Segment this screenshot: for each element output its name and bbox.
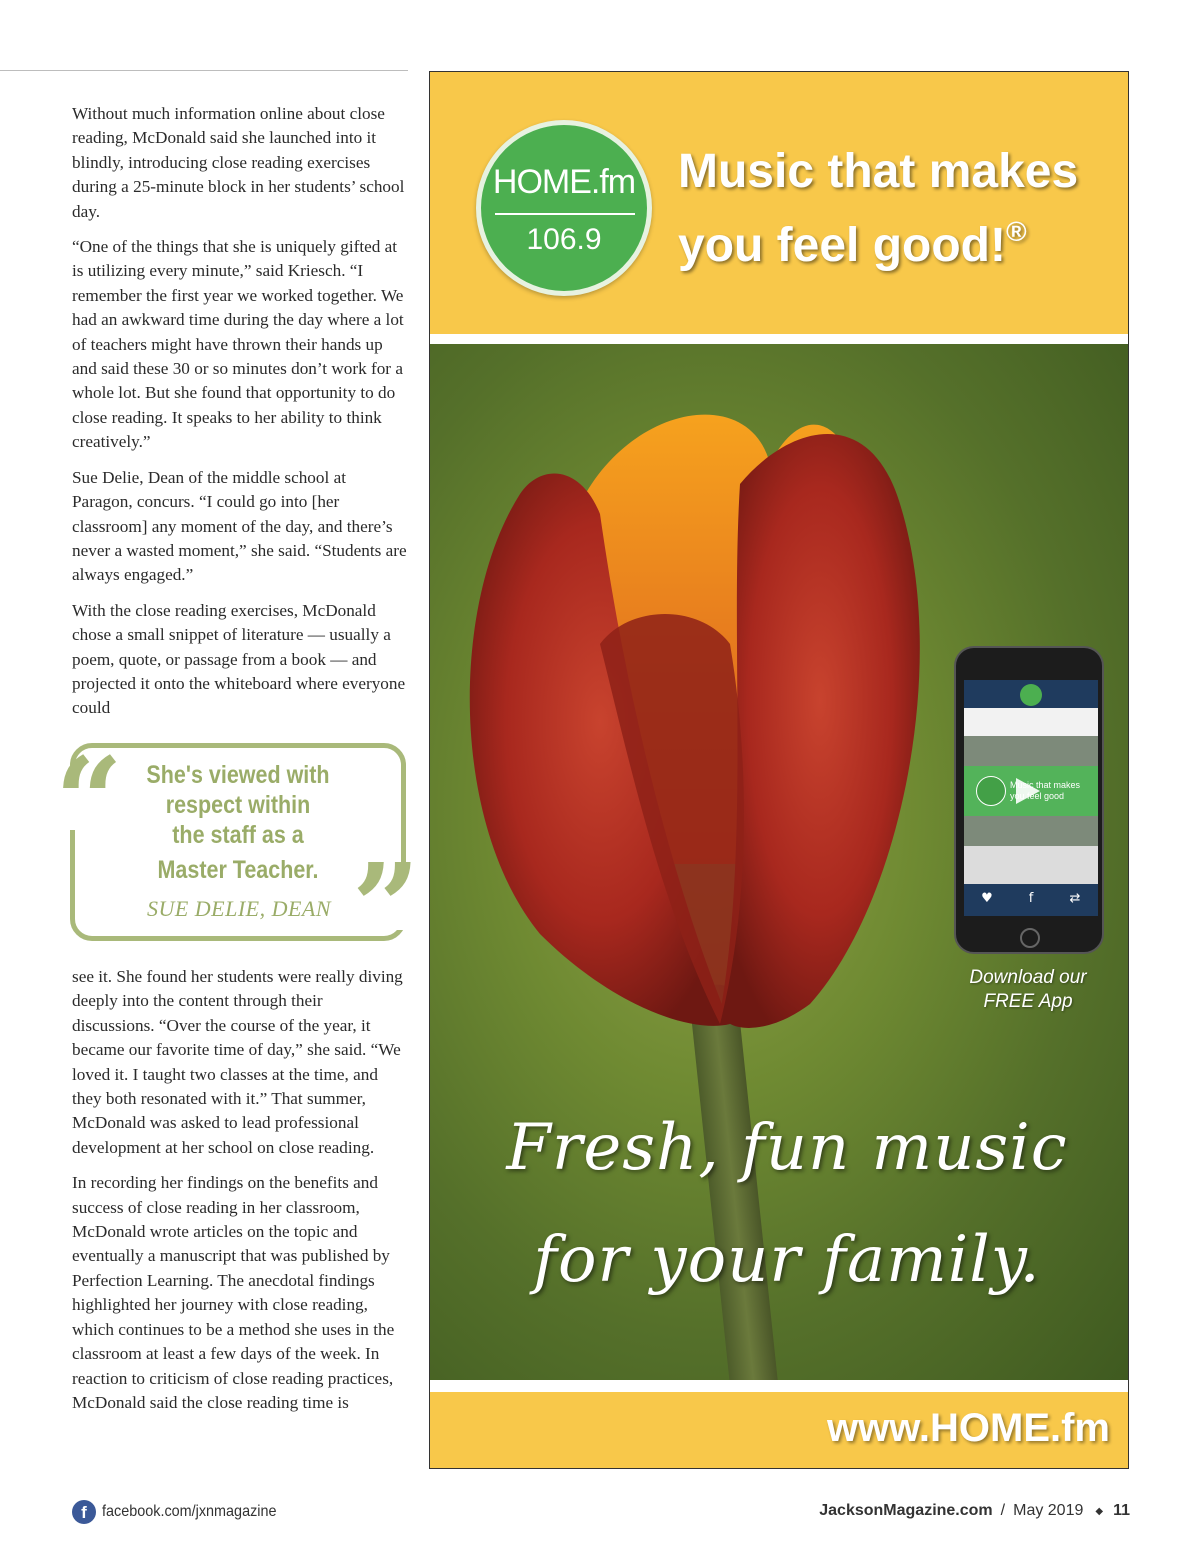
ad-script-line: Fresh, fun music xyxy=(506,1111,1068,1185)
close-quote-mark: ” xyxy=(352,837,420,976)
app-tagline: Music that makes you feel good xyxy=(1010,780,1081,801)
play-icon xyxy=(1016,778,1040,804)
app-download-caption xyxy=(948,966,1108,1014)
footer-separator: / xyxy=(1000,1502,1006,1519)
page-number: 11 xyxy=(1113,1502,1130,1519)
phone-mockup xyxy=(954,646,1104,954)
app-header xyxy=(964,680,1098,708)
footer-folio xyxy=(819,1502,1130,1520)
open-quote-mark: “ xyxy=(55,731,123,870)
ad-headline-line-2 xyxy=(678,202,1118,276)
app-caption-line: FREE App xyxy=(983,991,1073,1012)
top-rule xyxy=(0,70,408,71)
app-banner-logo-icon xyxy=(976,776,1006,806)
facebook-icon: f xyxy=(72,1500,96,1524)
home-fm-advertisement xyxy=(429,71,1129,1469)
app-logo-icon xyxy=(1020,684,1042,706)
ad-script-slogan xyxy=(452,1092,1122,1316)
pull-quote-line: She's viewed with xyxy=(146,761,330,789)
pull-quote-line: respect within xyxy=(165,791,311,819)
ad-headline-text: you feel good! xyxy=(678,219,1006,272)
article-paragraph: Sue Delie, Dean of the middle school at Paragon, concurs. “I could go into [her classroom] any moment of the day, and there’s never a wasted moment,” she said. “Students are always engaged.” xyxy=(72,467,407,585)
ad-headline-line: Music that makes xyxy=(678,145,1079,198)
ad-separator xyxy=(430,334,1128,344)
pull-quote-line: Master Teacher. xyxy=(157,856,319,884)
pull-quote-text xyxy=(135,760,341,885)
article-paragraph: “One of the things that she is uniquely gifted at is utilizing every minute,” said Kriesch. “I remember the first year we worked together. We had an awkward time during the day where a lot of teachers might have thrown their hands up and said these 30 or so minutes don’t work for a whole lot. But she found that opportunity to do close reading. It speaks to her ability to think creatively.” xyxy=(72,237,404,452)
ad-url: www.HOME.fm xyxy=(827,1406,1110,1450)
article-paragraph: see it. She found her students were really diving deeply into the content through their discussions. “Over the course of the year, it became our favorite time of day,” she said. “We loved it. I taught two classes at the time, and they both resonated with it.” That summer, McDonald was asked to lead professional development at her school on close reading. xyxy=(72,967,403,1157)
facebook-icon: f xyxy=(1028,891,1034,906)
ad-script-line: for your family. xyxy=(533,1223,1041,1297)
ad-top-banner xyxy=(430,72,1128,334)
diamond-icon: ◆ xyxy=(1095,1505,1104,1517)
footer-site[interactable]: JacksonMagazine.com xyxy=(819,1502,993,1519)
article-paragraph: In recording her findings on the benefits and success of close reading in her classroom, McDonald wrote articles on the topic and eventually a manuscript that was published by Perfection Learning. The anecdotal findings highlighted her journey with close reading, which continues to be a method she uses in the classroom at least a few days of the week. In reaction to criticism of close reading practices, McDonald said the close reading time is xyxy=(72,1173,395,1412)
facebook-link[interactable]: facebook.com/jxnmagazine xyxy=(102,1503,277,1520)
app-nav xyxy=(964,708,1098,736)
article-column-bottom xyxy=(72,965,408,1426)
app-caption-line: Download our xyxy=(969,967,1087,988)
pull-quote-attribution: SUE DELIE, DEAN xyxy=(146,896,332,921)
ad-headline xyxy=(678,142,1118,276)
footer-date: May 2019 xyxy=(1013,1502,1084,1519)
article-paragraph: Without much information online about close reading, McDonald said she launched into it blindly, introducing close reading exercises during a 25-minute block in her students’ school day. xyxy=(72,104,405,221)
ad-separator xyxy=(430,1380,1128,1392)
home-fm-logo xyxy=(476,120,652,296)
registered-mark: ® xyxy=(1005,216,1027,247)
article-paragraph: With the close reading exercises, McDonald chose a small snippet of literature — usually a poem, quote, or passage from a book — and projected it onto the whiteboard where everyone could xyxy=(72,600,406,718)
footer-social xyxy=(72,1500,296,1524)
retweet-icon: ⇄ xyxy=(1069,891,1081,906)
pull-quote-line: the staff as a xyxy=(172,821,304,849)
phone-screen xyxy=(964,680,1098,916)
article-column-top xyxy=(72,102,408,732)
heart-icon: ♥ xyxy=(981,891,993,906)
logo-frequency: 106.9 xyxy=(526,223,602,256)
ad-bottom-banner xyxy=(430,1392,1128,1468)
tulip-petal-right xyxy=(720,434,920,1028)
logo-name: HOME.fm xyxy=(492,163,636,201)
logo-divider xyxy=(495,213,635,215)
phone-home-button xyxy=(1020,928,1040,948)
